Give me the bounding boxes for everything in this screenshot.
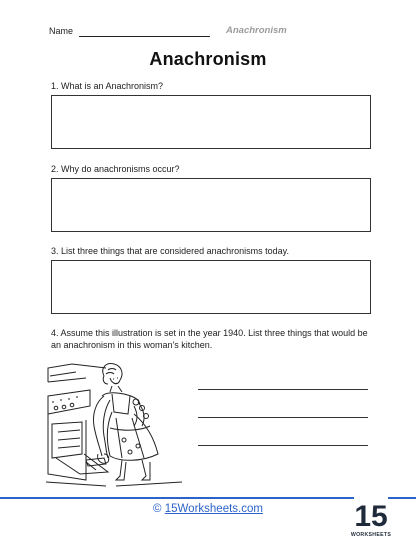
page-title: Anachronism (149, 49, 267, 69)
logo-number: 15 (354, 500, 388, 533)
answer-line-1[interactable] (198, 389, 368, 390)
answer-box-3[interactable] (51, 260, 371, 314)
answer-box-2[interactable] (51, 178, 371, 232)
copyright-symbol: © (153, 503, 162, 515)
answer-line-3[interactable] (198, 445, 368, 446)
question-3: 3. List three things that are considered anachronisms today. (51, 246, 289, 256)
logo-text: WORKSHEETS (350, 532, 392, 538)
site-logo (350, 496, 392, 538)
answer-line-2[interactable] (198, 417, 368, 418)
name-label: Name (49, 26, 74, 36)
kitchen-illustration (46, 362, 184, 488)
name-field-line[interactable] (79, 36, 210, 37)
worksheet-tag: Anachronism (226, 25, 287, 36)
question-2: 2. Why do anachronisms occur? (51, 164, 180, 174)
question-4: 4. Assume this illustration is set in the year 1940. List three things that would be an anachronism in this woman's kitchen. (51, 328, 368, 350)
answer-box-1[interactable] (51, 95, 371, 149)
footer-site-link[interactable]: 15Worksheets.com (164, 503, 263, 515)
question-1: 1. What is an Anachronism? (51, 81, 164, 91)
